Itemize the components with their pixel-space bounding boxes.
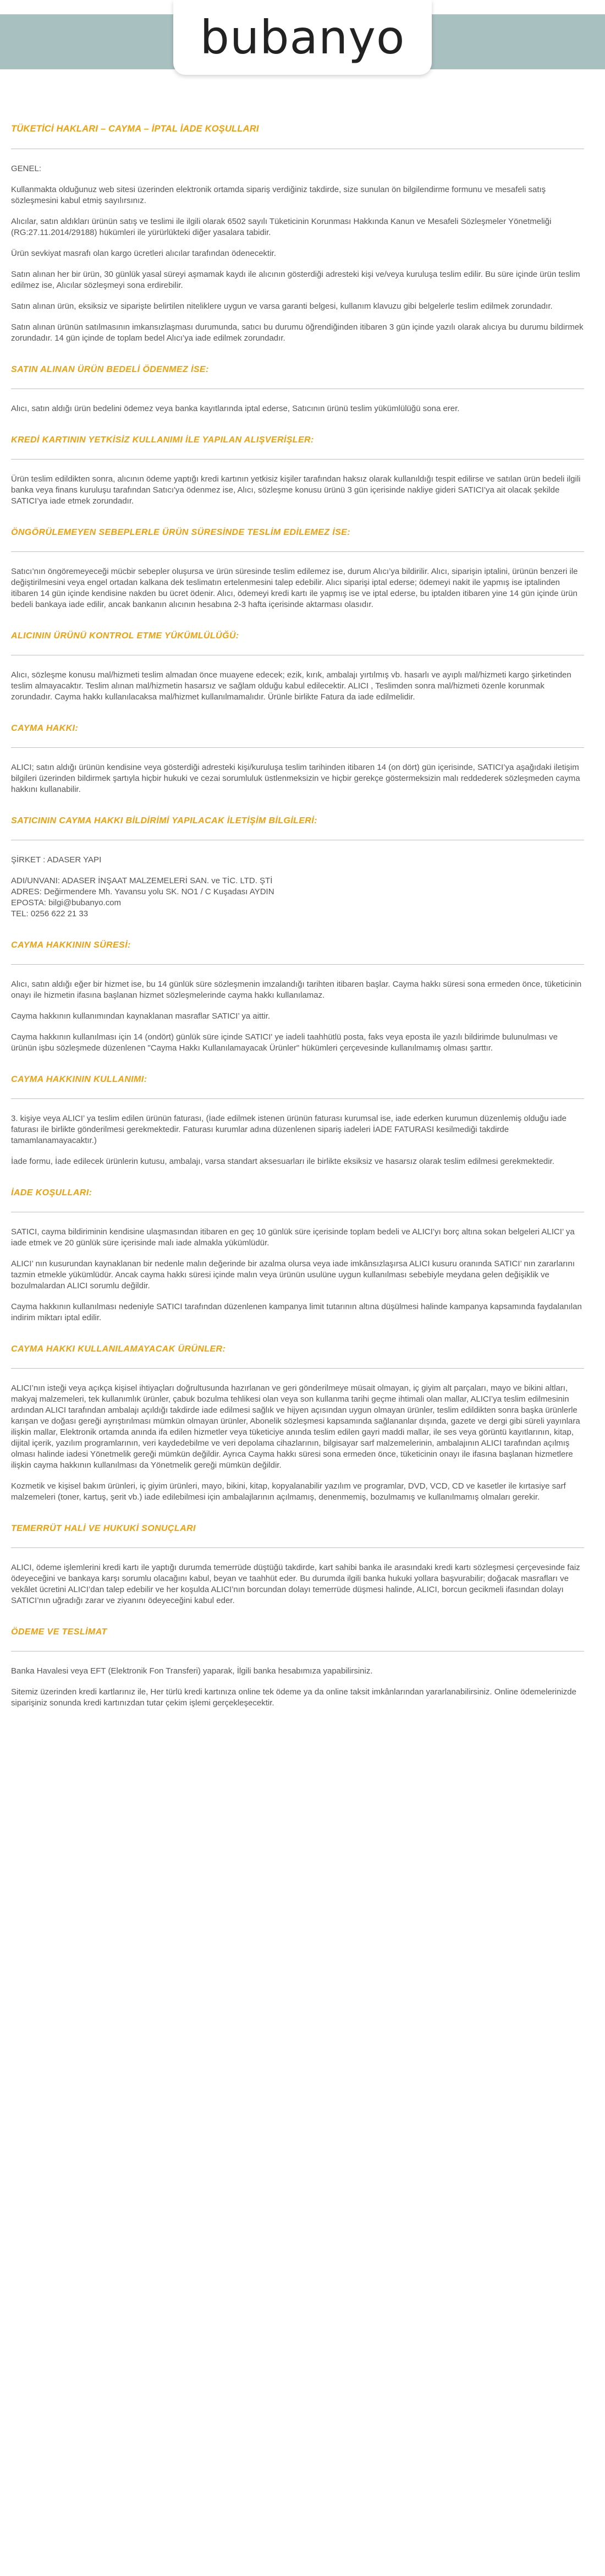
section-title: ÖNGÖRÜLEMEYEN SEBEPLERLE ÜRÜN SÜRESİNDE TESLİM EDİLEMEZ İSE: <box>11 528 350 537</box>
divider <box>11 551 584 552</box>
paragraph: ALICI’nın isteği veya açıkça kişisel ihtiyaçları doğrultusunda hazırlanan ve geri gönderilmeye müsait olmayan, iç giyim alt parçaları, mayo ve bikini altları, makyaj malzemeleri, tek kullanımlık ürünler, çabuk bozulma tehlikesi olan veya son kullanma tarihi geçme ihtimali olan mallar, ALICI’ya teslim edilmesinin ardından ALICI tarafından ambalajı açıldığı takdirde iade edilmesi sağlık ve hijyen açısından uygun olmayan ürünler, teslim edildikten sonra başka ürünlerle karışan ve doğası gereği ayrıştırılması mümkün olmayan ürünler, Abonelik sözleşmesi kapsamında sağlananlar dışında, gazete ve dergi gibi süreli yayınlara ilişkin mallar, Elektronik ortamda anında ifa edilen hizmetler veya tüketiciye anında teslim edilen gayri maddi mallar, ile ses veya görüntü kayıtlarının, kitap, dijital içerik, yazılım programlarının, veri kaydedebilme ve veri depolama cihazlarının, bilgisayar sarf malzemelerinin, ambalajının ALICI tarafından açılmış olması halinde iadesi Yönetmelik gereği mümkün değildir. Ayrıca Cayma hakkı süresi sona ermeden önce, tüketicinin onayı ile ifasına başlanan hizmetlere ilişkin cayma hakkının kullanılması da Yönetmelik gereği mümkün değildir. <box>11 1383 580 1470</box>
paragraph: Kullanmakta olduğunuz web sitesi üzerinden elektronik ortamda sipariş verdiğiniz takdirde, size sunulan ön bilgilendirme formunu ve mesafeli satış sözleşmesini kabul etmiş sayılırsınız. <box>11 185 546 205</box>
paragraph: Alıcı, sözleşme konusu mal/hizmeti teslim almadan önce muayene edecek; ezik, kırık, ambalajı yırtılmış vb. hasarlı ve ayıplı mal/hizmeti kargo şirketinden teslim almayacaktır. Teslim alınan mal/hizmetin hasarsız ve sağlam olduğu kabul edilecektir. ALICI , Teslimden sonra mal/hizmeti özenle korunmak zorundadır. Cayma hakkı kullanılacaksa mal/hizmet kullanılmamalıdır. Ürünle birlikte Fatura da iade edilmelidir. <box>11 670 571 702</box>
divider <box>11 964 584 965</box>
paragraph: Cayma hakkının kullanılması için 14 (ondört) günlük süre içinde SATICI' ye iadeli taahhütlü posta, faks veya eposta ile yazılı bildirimde bulunulması ve ürünün işbu sözleşmede düzenlenen "Cayma Hakkı Kullanılamayacak Ürünler" hükümleri çerçevesinde kullanılmamış olması şarttır. <box>11 1032 558 1053</box>
section-title: SATIN ALINAN ÜRÜN BEDELİ ÖDENMEZ İSE: <box>11 365 209 374</box>
paragraph: Satıcı’nın öngöremeyeceği mücbir sebepler oluşursa ve ürün süresinde teslim edilemez ise, durum Alıcı’ya bildirilir. Alıcı, siparişin iptalini, ürünün benzeri ile değiştirilmesini veya engel ortadan kalkana dek teslimatın ertelenmesini talep edebilir. Alıcı siparişi iptal ederse; ödemeyi nakit ile yapmış ise iptalinden itibaren 14 gün içinde kendisine nakden bu ücret ödenir. Alıcı, ödemeyi kredi kartı ile yapmış ise ve iptal ederse, bu iptalden itibaren yine 14 gün içinde ürün bedeli bankaya iade edilir, ancak bankanın alıcının hesabına 2-3 hafta içerisinde aktarması olasıdır. <box>11 567 578 609</box>
section-non-returnable <box>11 1344 584 1503</box>
section-title: ÖDEME VE TESLİMAT <box>11 1627 107 1637</box>
paragraph: Cayma hakkının kullanımından kaynaklanan masraflar SATICI’ ya aittir. <box>11 1011 271 1021</box>
paragraph: ALICI, ödeme işlemlerini kredi kartı ile yaptığı durumda temerrüde düştüğü takdirde, kart sahibi banka ile arasındaki kredi kartı sözleşmesi çerçevesinde faiz ödeyeceğini ve bankaya karşı sorumlu olacağını kabul, beyan ve taahhüt eder. Bu durumda ilgili banka hukuki yollara başvurabilir; doğacak masrafları ve vekâlet ücretini ALICI’dan talep edebilir ve her koşulda ALICI’nın borcundan dolayı temerrüde düşmesi halinde, ALICI, borcun gecikmeli ifasından dolayı SATICI’nın uğradığı zarar ve ziyanını ödeyeceğini kabul eder. <box>11 1563 580 1605</box>
paragraph: Satın alınan ürünün satılmasının imkansızlaşması durumunda, satıcı bu durumu öğrendiğinden itibaren 3 gün içinde yazılı olarak alıcıya bu durumu bildirmek zorundadır. 14 gün içinde de toplam bedel Alıcı’ya iade edilmek zorundadır. <box>11 322 584 343</box>
main-content <box>0 69 605 1730</box>
site-header <box>0 0 605 69</box>
section-withdrawal-usage <box>11 1075 584 1167</box>
divider <box>11 1098 584 1099</box>
company-line: ŞİRKET : ADASER YAPI <box>11 855 102 865</box>
company-name: ADI/UNVANI: ADASER İNŞAAT MALZEMELERİ SAN. ve TİC. LTD. ŞTİ <box>11 876 273 885</box>
section-title: CAYMA HAKKI: <box>11 724 79 733</box>
section-return-conditions <box>11 1188 584 1323</box>
logo-box[interactable] <box>173 0 432 75</box>
section-unpaid <box>11 365 584 414</box>
contact-address-block <box>11 876 584 920</box>
section-contact-info <box>11 816 584 920</box>
company-phone: TEL: 0256 622 21 33 <box>11 909 89 918</box>
section-title: SATICININ CAYMA HAKKI BİLDİRİMİ YAPILACAK İLETİŞİM BİLGİLERİ: <box>11 816 317 825</box>
paragraph: ALICI; satın aldığı ürünün kendisine veya gösterdiği adresteki kişi/kuruluşa teslim tarihinden itibaren 14 (on dört) gün içerisinde, SATICI’ya aşağıdaki iletişim bilgileri üzerinden bildirmek şartıyla hiçbir hukuki ve cezai sorumluluk üstlenmeksizin ve hiçbir gerekçe göstermeksizin malı reddederek sözleşmeden cayma hakkını kullanabilir. <box>11 763 580 794</box>
paragraph: Alıcılar, satın aldıkları ürünün satış ve teslimi ile ilgili olarak 6502 sayılı Tüketicinin Korunması Hakkında Kanun ve Mesafeli Sözleşmeler Yönetmeliği (RG:27.11.2014/29188) hükümleri ile yürürlükteki diğer yasalara tabidir. <box>11 217 552 237</box>
paragraph: Sitemiz üzerinden kredi kartlarınız ile, Her türlü kredi kartınıza online tek ödeme ya da online taksit imkânlarından yararlanabilirsiniz. Online ödemelerinizde siparişiniz sonunda kredi kartınızdan tutar çekim işlemi gerçekleşecektir. <box>11 1687 576 1708</box>
paragraph: İade formu, İade edilecek ürünlerin kutusu, ambalajı, varsa standart aksesuarları ile birlikte eksiksiz ve hasarsız olarak teslim edilmesi gerekmektedir. <box>11 1157 554 1166</box>
paragraph: SATICI, cayma bildiriminin kendisine ulaşmasından itibaren en geç 10 günlük süre içerisinde toplam bedeli ve ALICI’yı borç altına sokan belgeleri ALICI’ ya iade etmek ve 20 günlük süre içerisinde malı iade almakla yükümlüdür. <box>11 1227 575 1248</box>
section-title: CAYMA HAKKI KULLANILAMAYACAK ÜRÜNLER: <box>11 1344 226 1354</box>
section-title: TEMERRÜT HALİ VE HUKUKİ SONUÇLARI <box>11 1524 196 1533</box>
paragraph: Ürün teslim edildikten sonra, alıcının ödeme yaptığı kredi kartının yetkisiz kişiler tarafından haksız olarak kullanıldığı tespit edilirse ve satılan ürün bedeli ilgili banka veya finans kuruluşu tarafından Satıcı'ya ödenmez ise, Alıcı, sözleşme konusu ürünü 3 gün içerisinde nakliye gideri SATICI’ya ait olacak şekilde SATICI’ya iade etmek zorundadır. <box>11 474 581 506</box>
divider <box>11 1547 584 1548</box>
paragraph: Satın alınan her bir ürün, 30 günlük yasal süreyi aşmamak kaydı ile alıcının gösterdiği adresteki kişi ve/veya kuruluşa teslim edilir. Bu süre içinde ürün teslim edilmez ise, Alıcılar sözleşmeyi sona erdirebilir. <box>11 270 580 290</box>
paragraph: Banka Havalesi veya EFT (Elektronik Fon Transferi) yaparak, İlgili banka hesabımıza yapabilirsiniz. <box>11 1666 373 1676</box>
section-unauthorized-card <box>11 435 584 507</box>
divider <box>11 747 584 748</box>
paragraph: Kozmetik ve kişisel bakım ürünleri, iç giyim ürünleri, mayo, bikini, kitap, kopyalanabilir yazılım ve programlar, DVD, VCD, CD ve kasetler ile kırtasiye sarf malzemeleri (toner, kartuş, şerit vb.) iade edilebilmesi için ambalajlarının açılmamış, denenmemiş, bozulmamış ve kullanılmamış olmaları gerekir. <box>11 1481 566 1502</box>
paragraph: Cayma hakkının kullanılması nedeniyle SATICI tarafından düzenlenen kampanya limit tutarının altına düşülmesi halinde kampanya kapsamında faydalanılan indirim miktarı iptal edilir. <box>11 1302 582 1322</box>
section-title: ALICININ ÜRÜNÜ KONTROL ETME YÜKÜMLÜLÜĞÜ: <box>11 631 239 641</box>
divider <box>11 1368 584 1369</box>
company-address: ADRES: Değirmendere Mh. Yavansu yolu SK. NO1 / C Kuşadası AYDIN <box>11 887 274 896</box>
paragraph: Ürün sevkiyat masrafı olan kargo ücretleri alıcılar tarafından ödenecektir. <box>11 249 276 258</box>
section-force-majeure <box>11 528 584 610</box>
section-title: İADE KOŞULLARI: <box>11 1188 92 1197</box>
page-title: TÜKETİCİ HAKLARI – CAYMA – İPTAL İADE KOŞULLARI <box>11 124 259 134</box>
paragraph: ALICI’ nın kusurundan kaynaklanan bir nedenle malın değerinde bir azalma olursa veya iade imkânsızlaşırsa ALICI kusuru oranında SATICI’ nın zararlarını tazmin etmekle yükümlüdür. Ancak cayma hakkı süresi içinde malın veya ürünün usulüne uygun kullanılması sebebiyle meydana gelen değişiklik ve bozulmalardan ALICI sorumlu değildir. <box>11 1259 575 1290</box>
paragraph: Satın alınan ürün, eksiksiz ve siparişte belirtilen niteliklere uygun ve varsa garanti belgesi, kullanım klavuzu gibi belgelerle teslim edilmek zorundadır. <box>11 302 553 311</box>
paragraph: 3. kişiye veya ALICI’ ya teslim edilen ürünün faturası, (İade edilmek istenen ürünün faturası kurumsal ise, iade ederken kurumun düzenlemiş olduğu iade faturası ile birlikte gönderilmesi gerekmektedir. Faturası kurumlar adına düzenlenen sipariş iadeleri İADE FATURASI kesilmediği takdirde tamamlanamayacaktır.) <box>11 1114 566 1145</box>
section-title: KREDİ KARTININ YETKİSİZ KULLANIMI İLE YAPILAN ALIŞVERİŞLER: <box>11 435 314 445</box>
site-logo[interactable]: bubanyo <box>200 10 405 64</box>
paragraph: Alıcı, satın aldığı eğer bir hizmet ise, bu 14 günlük süre sözleşmenin imzalandığı tarihten itibaren başlar. Cayma hakkı süresi sona ermeden önce, tüketicinin onayı ile hizmetin ifasına başlanan hizmet sözleşmelerinde cayma hakkı kullanılamaz. <box>11 980 582 1000</box>
section-withdrawal-period <box>11 940 584 1054</box>
section-withdrawal-right <box>11 724 584 795</box>
paragraph: Alıcı, satın aldığı ürün bedelini ödemez veya banka kayıtlarında iptal ederse, Satıcının ürünü teslim yükümlülüğü sona erer. <box>11 404 460 413</box>
section-inspection <box>11 631 584 703</box>
section-title: CAYMA HAKKININ SÜRESİ: <box>11 940 131 950</box>
section-payment-delivery <box>11 1627 584 1709</box>
general-section <box>11 163 584 344</box>
company-email: EPOSTA: bilgi@bubanyo.com <box>11 898 122 907</box>
divider <box>11 459 584 460</box>
paragraph: GENEL: <box>11 164 42 173</box>
section-default <box>11 1524 584 1606</box>
section-title: CAYMA HAKKININ KULLANIMI: <box>11 1075 147 1084</box>
